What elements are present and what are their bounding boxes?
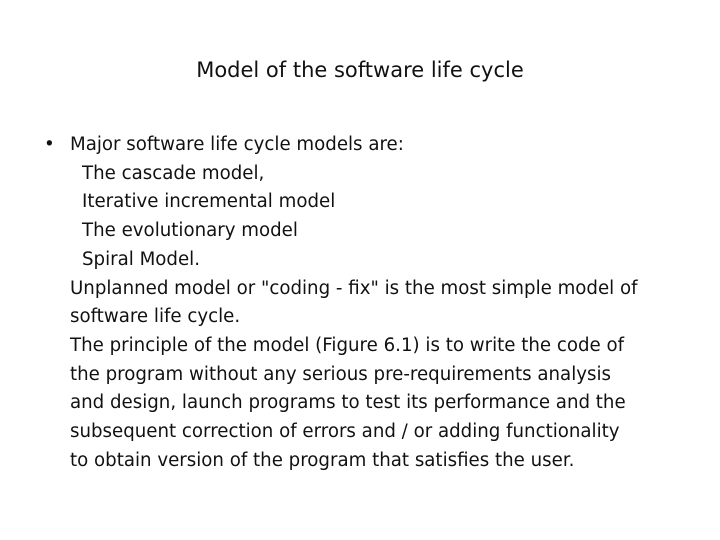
principle-line: subsequent correction of errors and / or adding functionality <box>70 421 620 443</box>
principle-line: The principle of the model (Figure 6.1) is to write the code of <box>70 334 625 356</box>
model-list-item: Spiral Model. <box>82 248 200 270</box>
slide-body <box>44 131 704 475</box>
principle-line: and design, launch programs to test its performance and the <box>70 392 626 414</box>
unplanned-line: software life cycle. <box>70 306 241 328</box>
bullet-item <box>44 131 704 160</box>
principle-line: to obtain version of the program that satisfies the user. <box>70 449 575 471</box>
slide-title: Model of the software life cycle <box>196 58 524 82</box>
bullet-icon: • <box>44 134 55 155</box>
model-list-item: The evolutionary model <box>82 220 298 242</box>
model-list-item: Iterative incremental model <box>82 191 336 213</box>
unplanned-line: Unplanned model or "coding - fix" is the most simple model of <box>70 277 638 299</box>
intro-text: Major software life cycle models are: <box>70 134 404 155</box>
principle-line: the program without any serious pre-requirements analysis <box>70 363 612 385</box>
model-list-item: The cascade model, <box>82 162 265 184</box>
